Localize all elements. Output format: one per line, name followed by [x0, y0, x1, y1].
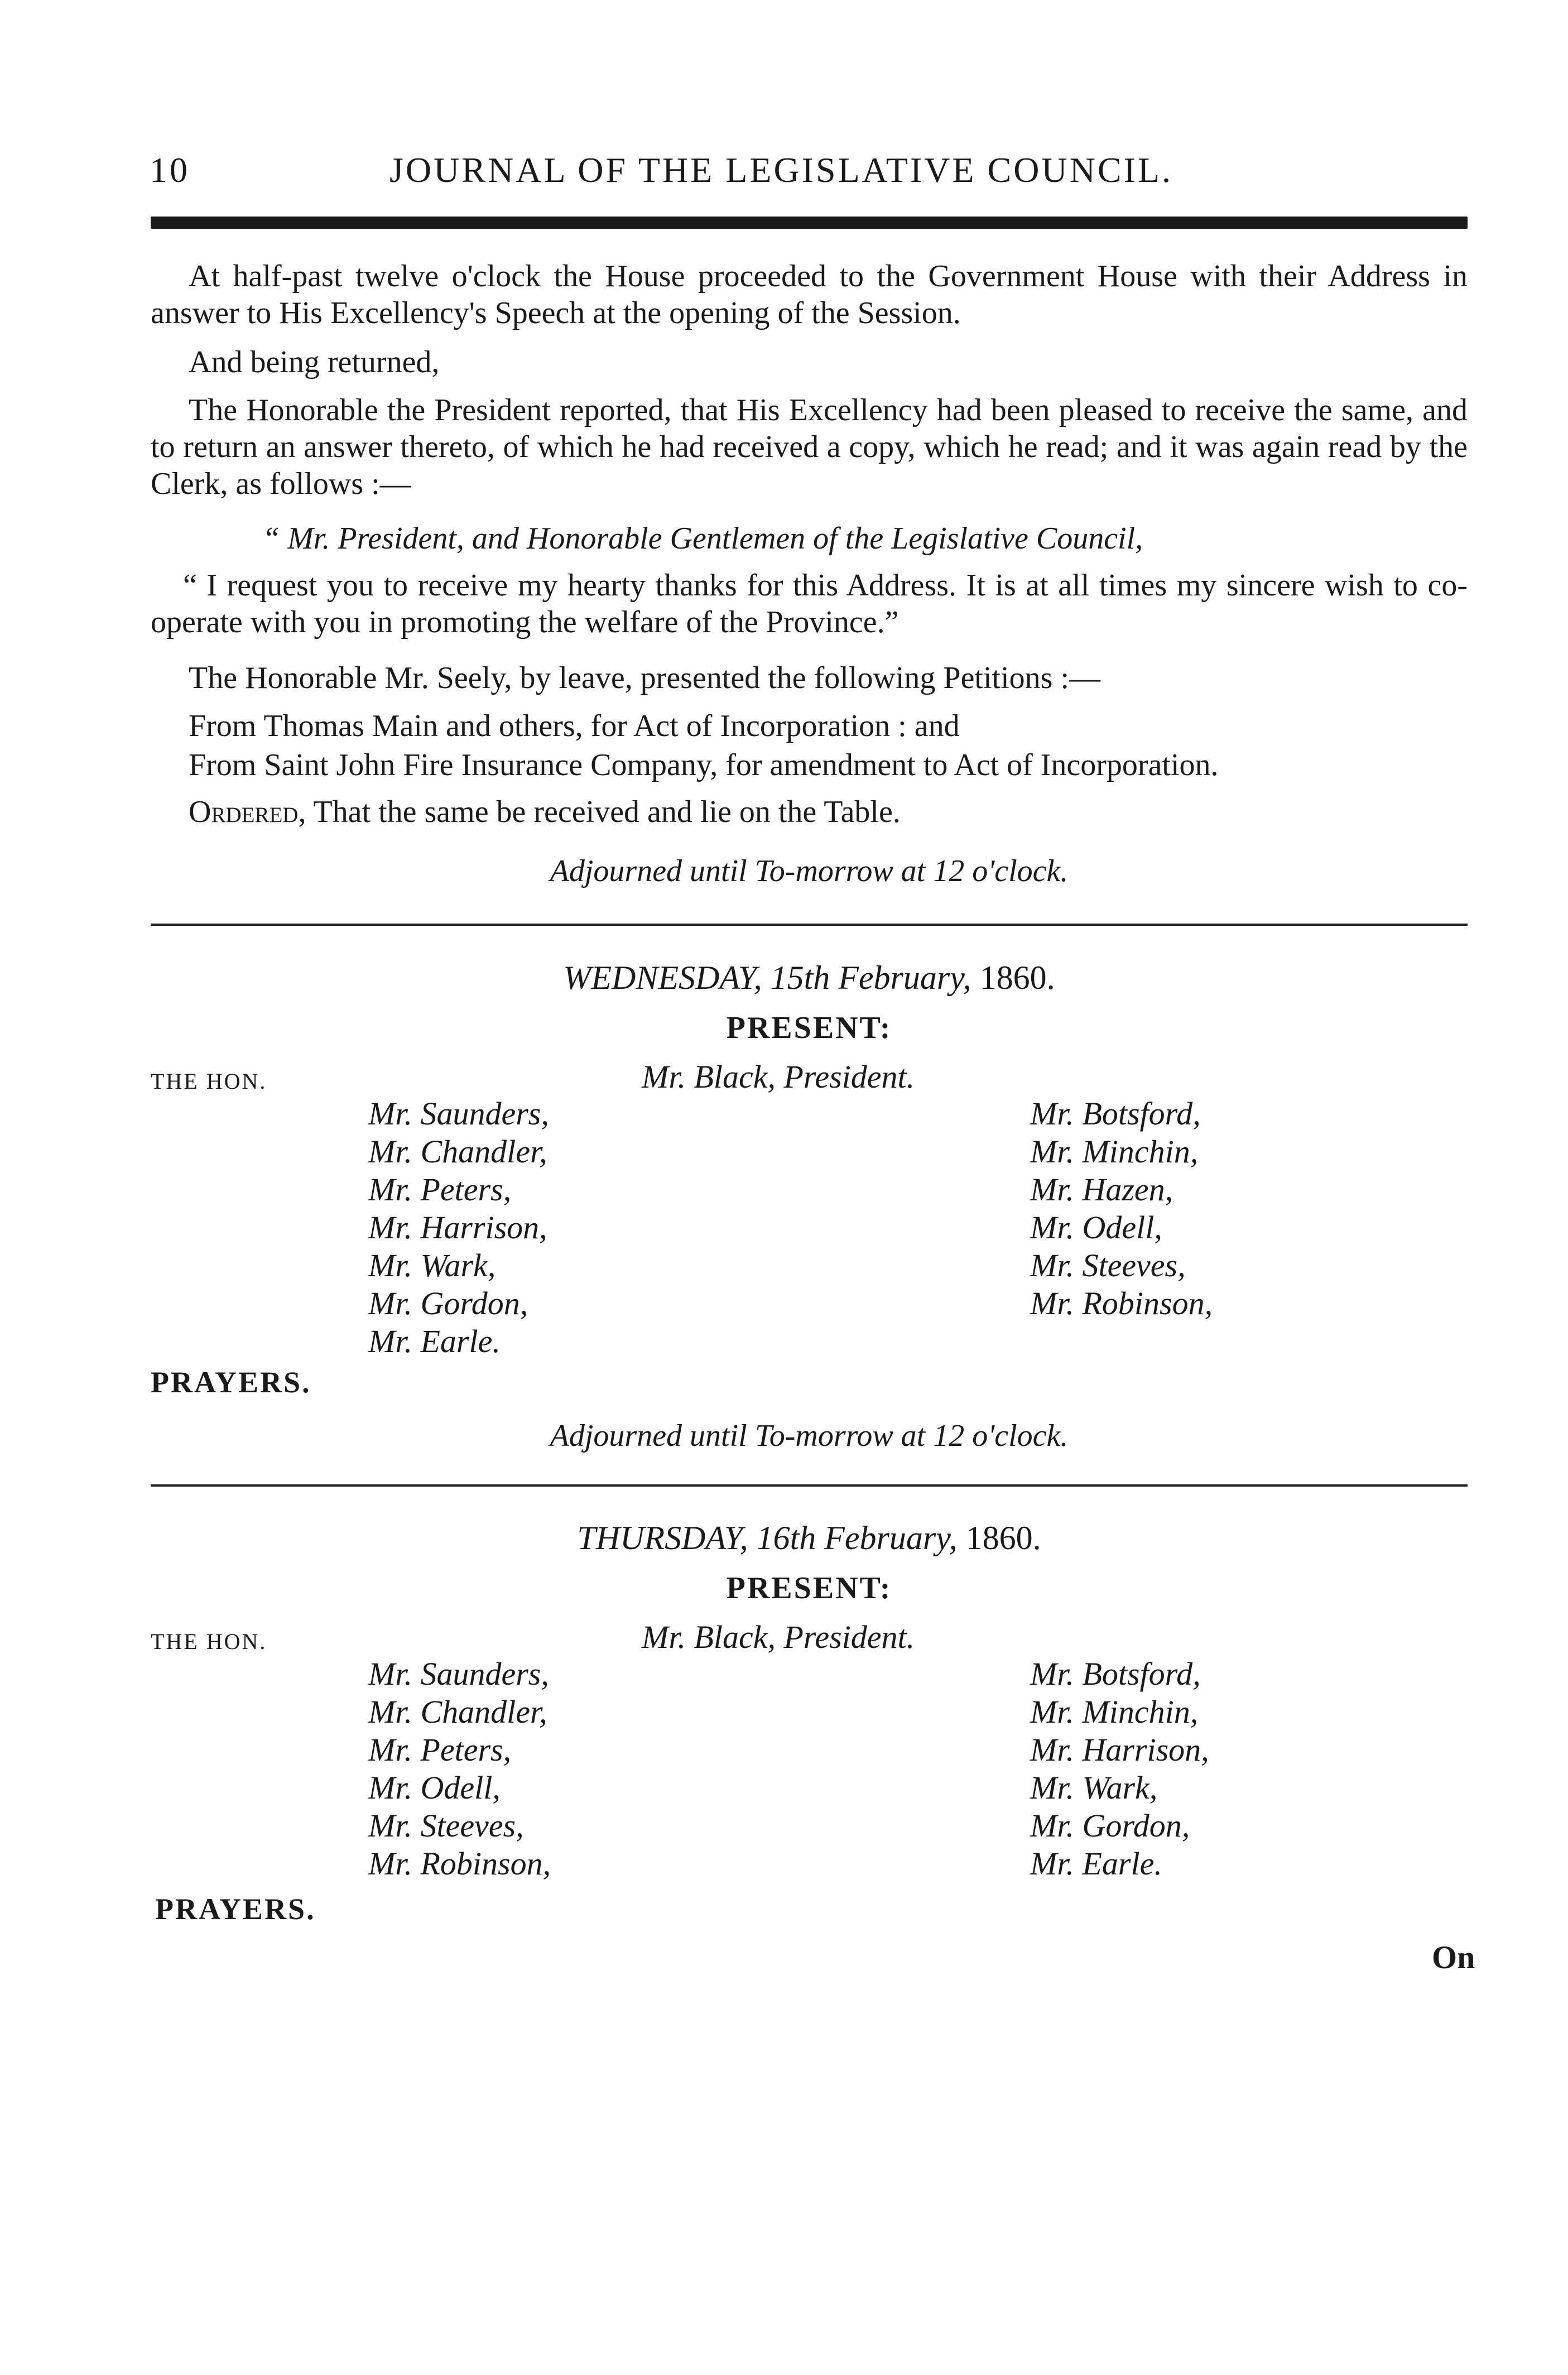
member-name: Mr. Minchin, [1030, 1694, 1199, 1730]
member-name: Mr. Saunders, [368, 1656, 549, 1692]
member-name: Mr. Odell, [368, 1770, 501, 1806]
member-name: Mr. Hazen, [1030, 1171, 1173, 1208]
date: 15th February, [770, 959, 971, 996]
member-name: Mr. Peters, [368, 1171, 512, 1208]
members-left-column [368, 1655, 551, 1883]
member-name: Mr. Steeves, [368, 1807, 524, 1844]
member-name: Mr. Harrison, [368, 1209, 547, 1246]
members-left-column [368, 1095, 549, 1360]
members-right-column [1030, 1095, 1213, 1323]
petition-item: From Saint John Fire Insurance Company, for amendment to Act of Incorporation. [189, 748, 1219, 782]
ordered-line [189, 794, 901, 830]
page-number: 10 [150, 150, 190, 190]
member-name: Mr. Earle. [368, 1323, 501, 1359]
petition-item: From Thomas Main and others, for Act of Incorporation : and [189, 709, 960, 743]
quote-body: “ I request you to receive my hearty thanks for this Address. It is at all times my sincere wish to co-operate with you in promoting the welfare of the Province.” [151, 568, 1468, 640]
ordered-text: That the same be received and lie on the Table. [313, 795, 901, 829]
member-name: Mr. Botsford, [1030, 1095, 1201, 1132]
member-name: Mr. Chandler, [368, 1694, 547, 1730]
member-name: Mr. Peters, [368, 1732, 512, 1768]
day-name: WEDNESDAY, [563, 959, 762, 996]
president-line: Mr. Black, President. [642, 1619, 915, 1655]
year: 1860. [965, 1520, 1041, 1556]
adjournment-note: Adjourned until To-morrow at 12 o'clock. [550, 854, 1069, 888]
prayers-heading: PRAYERS. [155, 1892, 316, 1926]
section-divider [151, 1484, 1468, 1487]
member-name: Mr. Saunders, [368, 1095, 549, 1132]
ordered-label: Ordered, [189, 795, 306, 829]
the-hon-label: THE HON. [151, 1069, 267, 1094]
member-name: Mr. Robinson, [368, 1845, 551, 1882]
year: 1860. [979, 959, 1055, 996]
member-name: Mr. Wark, [1030, 1770, 1158, 1806]
wednesday-date-heading [151, 959, 1468, 997]
member-name: Mr. Steeves, [1030, 1247, 1186, 1283]
members-right-column [1030, 1655, 1209, 1883]
adjournment-note: Adjourned until To-morrow at 12 o'clock. [550, 1419, 1069, 1453]
day-name: THURSDAY, [577, 1520, 748, 1556]
member-name: Mr. Wark, [368, 1247, 496, 1283]
member-name: Mr. Gordon, [1030, 1807, 1190, 1844]
running-title: JOURNAL OF THE LEGISLATIVE COUNCIL. [389, 150, 1173, 190]
prayers-heading: PRAYERS. [151, 1366, 311, 1399]
catchword: On [1432, 1939, 1475, 1975]
section-divider [151, 924, 1468, 926]
member-name: Mr. Earle. [1030, 1845, 1162, 1882]
member-name: Mr. Odell, [1030, 1209, 1162, 1246]
petitions-intro: The Honorable Mr. Seely, by leave, presented the following Petitions :— [189, 661, 1101, 695]
present-heading: PRESENT: [726, 1571, 892, 1605]
thursday-date-heading [151, 1519, 1468, 1557]
president-line: Mr. Black, President. [642, 1059, 915, 1095]
the-hon-label: THE HON. [151, 1629, 267, 1654]
member-name: Mr. Harrison, [1030, 1732, 1209, 1768]
date: 16th February, [756, 1520, 958, 1556]
header-rule [151, 217, 1468, 229]
paragraph-president-report: The Honorable the President reported, that His Excellency had been pleased to receive the same, and to return an answer thereto, of which he had received a copy, which he read; and it was again read by the Clerk, as follows :— [151, 393, 1468, 501]
present-heading: PRESENT: [726, 1011, 892, 1045]
member-name: Mr. Robinson, [1030, 1285, 1213, 1321]
paragraph-returned: And being returned, [189, 345, 440, 379]
member-name: Mr. Minchin, [1030, 1133, 1199, 1170]
running-header [150, 150, 1478, 205]
quote-salutation: “ Mr. President, and Honorable Gentlemen of the Legislative Council, [262, 521, 1143, 556]
member-name: Mr. Chandler, [368, 1133, 547, 1170]
paragraph-address: At half-past twelve o'clock the House proceeded to the Government House with their Address in answer to His Excellency's Speech at the opening of the Session. [151, 259, 1468, 330]
member-name: Mr. Botsford, [1030, 1656, 1201, 1692]
member-name: Mr. Gordon, [368, 1285, 528, 1321]
